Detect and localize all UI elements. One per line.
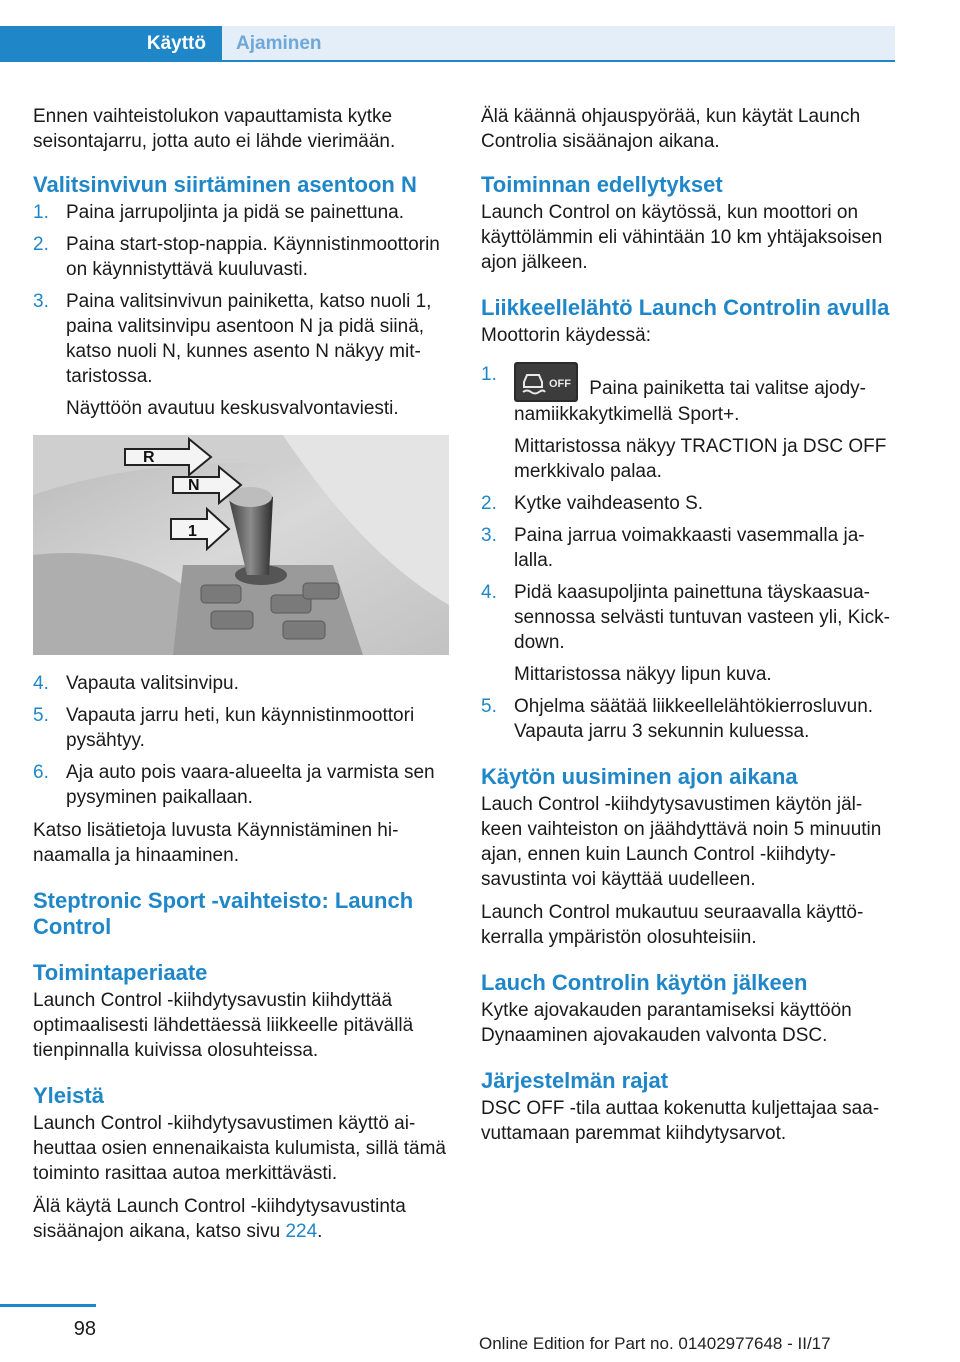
heading-selector: Valitsinvivun siirtäminen asentoon N [33, 172, 417, 197]
wheel-warning-text: Älä käännä ohjauspyörää, kun käytät Launch Controlia sisäänajon aikana. [481, 106, 861, 152]
general-text-2: Älä käytä Launch Control -kiihdytysavustinta sisäänajon aikana, katso sivu 224. [33, 1196, 406, 1242]
tab-kaytto[interactable]: Käyttö [0, 26, 222, 62]
repeat-text-1: Lauch Control -kiihdytysavustimen käytön jälkeen vaihteiston on jäähdyttävä noin 5 minuutin ajan, ennen kuin Launch Control -kiihdytysavustinta voi käyttää uudelleen. [481, 794, 882, 890]
intro-text: Ennen vaihteistolukon vapauttamista kytke seisontajarru, jotta auto ei lähde vierimään. [33, 106, 396, 152]
list-item: 4. Vapauta valitsinvipu. [33, 673, 239, 694]
list-item: 6. Aja auto pois vaara-alueelta ja varmista sen pysyminen paikallaan. [33, 762, 435, 808]
list-item: 5. Ohjelma säätää liikkeellelähtökierrosluvun. Vapauta jarru 3 sekunnin kuluessa. [481, 696, 874, 742]
repeat-text-2: Launch Control mukautuu seuraavalla käyttökerralla ympäristön olosuhteisiin. [481, 902, 864, 948]
limits-text: DSC OFF -tila auttaa kokenutta kuljettajaa saavuttamaan paremmat kiihdytysarvot. [481, 1098, 880, 1144]
after-text: Kytke ajovakauden parantamiseksi käyttöön Dynaaminen ajovakauden valvonta DSC. [481, 1000, 852, 1046]
header-tabs [0, 26, 895, 62]
footer-divider [0, 1304, 96, 1307]
more-info-text: Katso lisätietoja luvusta Käynnistäminen hinaamalla ja hinaaminen. [33, 820, 399, 866]
list-item: 2. Paina start-stop-nappia. Käynnistinmoottorin on käynnistyttävä kuuluvasti. [33, 234, 440, 280]
page-number: 98 [73, 1318, 96, 1340]
list-item: 4. Pidä kaasupoljinta painettuna täyskaasuasennossa selvästi tuntuvan vasteen yli, Kick-down. Mittaristossa näkyy lipun kuva. [481, 582, 890, 685]
steps-list-a [33, 200, 449, 421]
header-divider [0, 60, 895, 62]
conditions-text: Launch Control on käytössä, kun moottori on käyttölämmin eli vähintään 10 km yhtäjaksoisen ajon jälkeen. [481, 202, 883, 273]
page-link-224[interactable]: 224 [285, 1221, 318, 1242]
arrow-label-n: N [188, 477, 200, 494]
steps-list-b [33, 671, 449, 810]
list-item: 3. Paina jarrua voimakkaasti vasemmalla jalalla. [481, 525, 865, 571]
list-item: 1. OFF Paina painiketta tai valitse ajodynamiikkakytkimellä Sport+. Mittaristossa näkyy TRACTION ja DSC OFF merkkivalo palaa. [481, 364, 887, 482]
heading-launch-start: Liikkeellelähtö Launch Controlin avulla [481, 295, 890, 320]
heading-principle: Toimintaperiaate [33, 960, 208, 985]
principle-text: Launch Control -kiihdytysavustin kiihdyttää optimaalisesti lähdettäessä liikkeelle pitävällä tienpinnalla kuivissa olosuhteissa. [33, 990, 414, 1061]
arrow-label-r: R [143, 449, 155, 466]
list-item: 2. Kytke vaihdeasento S. [481, 493, 704, 514]
left-column [33, 104, 449, 1252]
gear-selector-photo [33, 435, 449, 655]
list-item: 5. Vapauta jarru heti, kun käynnistinmoottori pysähtyy. [33, 705, 415, 751]
heading-repeat: Käytön uusiminen ajon aikana [481, 764, 798, 789]
engine-running-text: Moottorin käydessä: [481, 325, 652, 346]
general-text-1: Launch Control -kiihdytysavustimen käyttö aiheuttaa osien ennenaikaista kulumista, sillä tämä toiminto rasittaa autoa merkittävästi. [33, 1113, 446, 1184]
list-item: 3. Paina valitsinvivun painiketta, katso nuoli 1, paina valitsinvipu asentoon N ja pidä siinä, katso nuoli N, kunnes asento N näkyy mittaristossa. Näyttöön avautuu keskusvalvontaviesti. [33, 291, 432, 419]
edition-text: Online Edition for Part no. 01402977648 - II/17 [479, 1334, 831, 1353]
heading-steptronic: Steptronic Sport -vaihteisto: Launch Control [33, 888, 414, 939]
dsc-off-button-icon [514, 362, 578, 402]
heading-general: Yleistä [33, 1083, 104, 1108]
tab-ajaminen[interactable]: Ajaminen [222, 26, 895, 62]
right-column [481, 104, 897, 1154]
arrow-label-1: 1 [188, 523, 197, 540]
heading-after: Lauch Controlin käytön jälkeen [481, 970, 808, 995]
launch-steps-list [481, 362, 897, 744]
svg-text:OFF: OFF [549, 378, 571, 390]
heading-limits: Järjestelmän rajat [481, 1068, 669, 1093]
list-item: 1. Paina jarrupoljinta ja pidä se painettuna. [33, 202, 405, 223]
heading-conditions: Toiminnan edellytykset [481, 172, 723, 197]
